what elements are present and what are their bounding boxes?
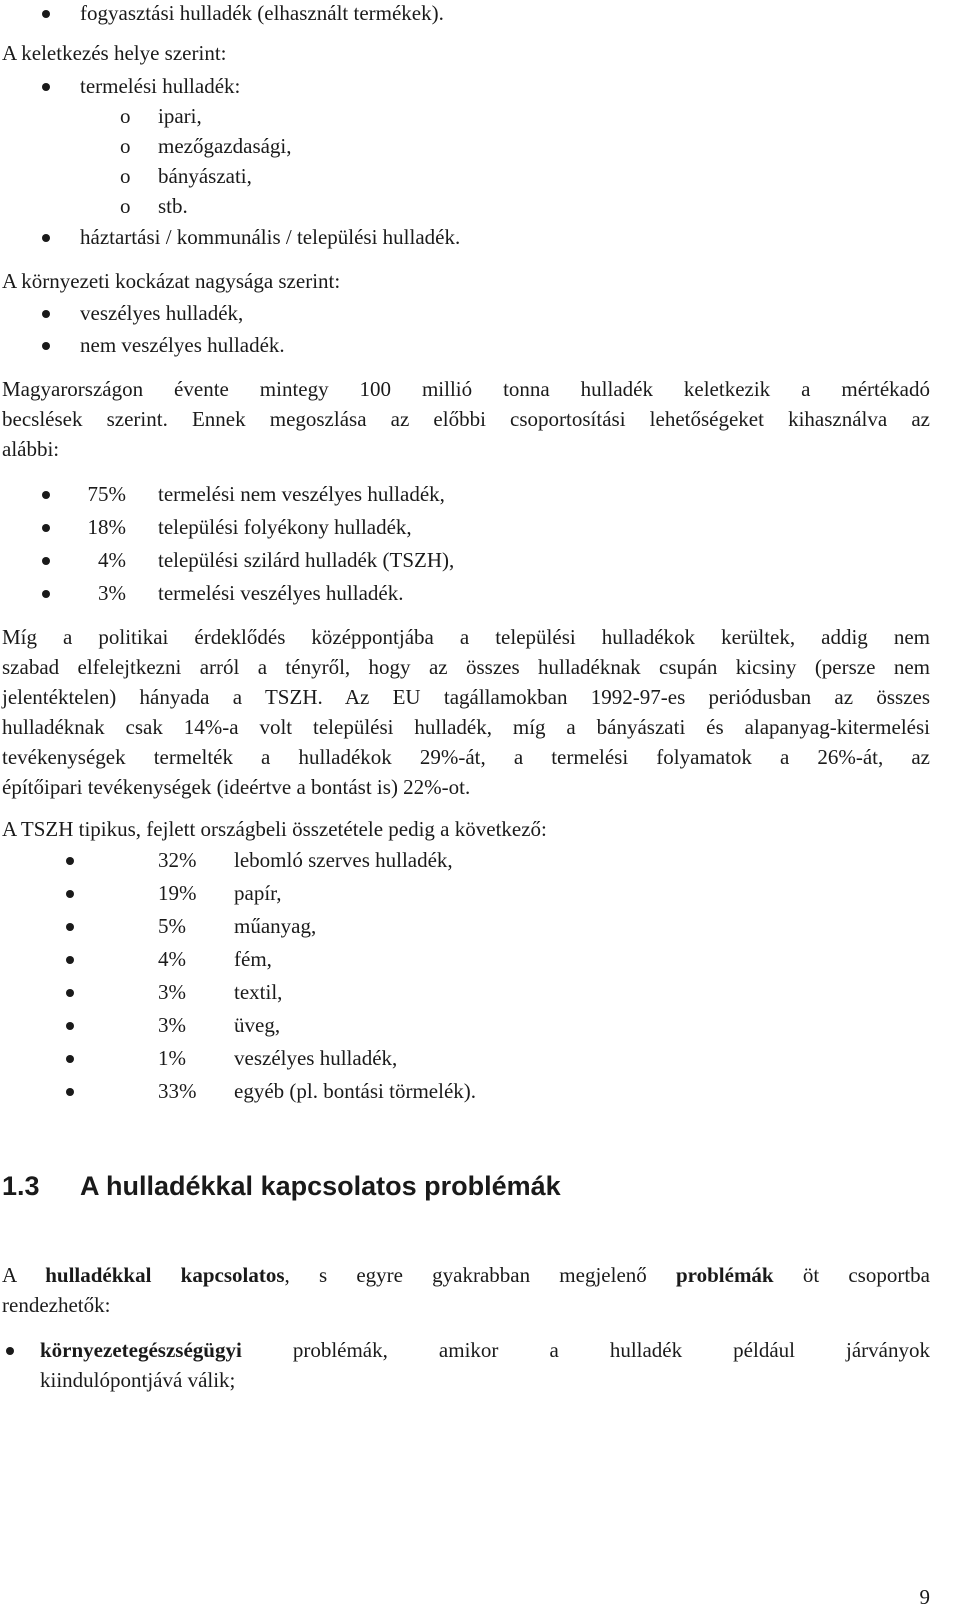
percent-value: 18% bbox=[87, 515, 126, 539]
paragraph-line: jelentéktelen) hányada a TSZH. Az EU tagállamokban 1992-97-es periódusban az összes bbox=[2, 685, 930, 709]
list-item-label: műanyag, bbox=[234, 914, 317, 938]
paragraph bbox=[2, 1260, 930, 1320]
text-run: A bbox=[2, 1263, 17, 1287]
bullet bbox=[42, 10, 50, 18]
sub-list-item: mezőgazdasági, bbox=[158, 134, 292, 158]
sub-list-item: bányászati, bbox=[158, 164, 252, 188]
section-title: A hulladékkal kapcsolatos problémák bbox=[80, 1171, 561, 1201]
list-item: veszélyes hulladék, bbox=[80, 301, 244, 325]
list-item-label: fém, bbox=[234, 947, 272, 971]
bullet bbox=[42, 557, 50, 565]
list-item: háztartási / kommunális / települési hulladék. bbox=[80, 225, 461, 249]
list-item-label: textil, bbox=[234, 980, 283, 1004]
paragraph bbox=[2, 622, 930, 802]
list-item-label: lebomló szerves hulladék, bbox=[234, 848, 453, 872]
bullet bbox=[42, 524, 50, 532]
sub-bullet: o bbox=[120, 164, 131, 188]
bullet bbox=[42, 234, 50, 242]
bullet bbox=[66, 956, 74, 964]
section-number: 1.3 bbox=[2, 1171, 40, 1201]
paragraph-line: tevékenységek termelték a hulladékok 29%-át, a termelési folyamatok a 26%-át, az bbox=[2, 745, 930, 769]
bold-text: hulladékkal kapcsolatos bbox=[45, 1263, 285, 1287]
sub-list-item: ipari, bbox=[158, 104, 202, 128]
bullet bbox=[66, 989, 74, 997]
paragraph-line bbox=[40, 1335, 930, 1365]
sub-bullet: o bbox=[120, 194, 131, 218]
bullet bbox=[66, 1055, 74, 1063]
page-number: 9 bbox=[919, 1585, 930, 1609]
list-item: nem veszélyes hulladék. bbox=[80, 333, 285, 357]
paragraph-line: becslések szerint. Ennek megoszlása az előbbi csoportosítási lehetőségeket kihasználva az bbox=[2, 407, 930, 431]
section-heading bbox=[2, 1168, 561, 1204]
list-item-label: termelési veszélyes hulladék. bbox=[158, 581, 404, 605]
paragraph bbox=[2, 374, 930, 464]
list-item: termelési hulladék: bbox=[80, 74, 241, 98]
text-run: öt csoportba bbox=[802, 1263, 931, 1287]
list-item-label: papír, bbox=[234, 881, 282, 905]
bold-text: környezetegészségügyi bbox=[40, 1338, 242, 1362]
percent-value: 3% bbox=[98, 581, 126, 605]
sub-list-item: stb. bbox=[158, 194, 188, 218]
paragraph-line: hulladéknak csak 14%-a volt települési hulladék, míg a bányászati és alapanyag-kitermelési bbox=[2, 715, 930, 739]
bullet bbox=[42, 342, 50, 350]
paragraph-line: Magyarországon évente mintegy 100 millió tonna hulladék keletkezik a mértékadó bbox=[2, 377, 930, 401]
section-intro: A környezeti kockázat nagysága szerint: bbox=[2, 269, 341, 293]
percent-value: 1% bbox=[158, 1046, 186, 1070]
list-item-label: egyéb (pl. bontási törmelék). bbox=[234, 1079, 477, 1103]
paragraph-line: kiindulópontjává válik; bbox=[40, 1368, 236, 1392]
percent-value: 33% bbox=[158, 1079, 197, 1103]
percent-value: 5% bbox=[158, 914, 186, 938]
text-run: , s egyre gyakrabban megjelenő bbox=[284, 1263, 647, 1287]
bold-text: problémák bbox=[675, 1263, 774, 1287]
list-item: fogyasztási hulladék (elhasznált termékek). bbox=[80, 1, 444, 25]
paragraph-line: alábbi: bbox=[2, 437, 60, 461]
percent-value: 19% bbox=[158, 881, 197, 905]
bullet bbox=[66, 890, 74, 898]
list-item-label: termelési nem veszélyes hulladék, bbox=[158, 482, 445, 506]
bullet bbox=[66, 1088, 74, 1096]
list-item-label: üveg, bbox=[234, 1013, 281, 1037]
percent-value: 75% bbox=[87, 482, 126, 506]
percent-value: 4% bbox=[98, 548, 126, 572]
paragraph-line: Míg a politikai érdeklődés középpontjába a települési hulladékok kerültek, addig nem bbox=[2, 625, 930, 649]
list-item bbox=[40, 1335, 930, 1395]
percent-value: 3% bbox=[158, 1013, 186, 1037]
bullet bbox=[42, 310, 50, 318]
list-item-label: települési folyékony hulladék, bbox=[158, 515, 412, 539]
list-item-label: veszélyes hulladék, bbox=[234, 1046, 398, 1070]
section-intro: A keletkezés helye szerint: bbox=[2, 41, 227, 65]
percent-value: 3% bbox=[158, 980, 186, 1004]
paragraph-line bbox=[2, 1260, 930, 1290]
percent-value: 4% bbox=[158, 947, 186, 971]
text-run: problémák, amikor a hulladék például járványok bbox=[241, 1338, 930, 1362]
paragraph-line: szabad elfelejtkezni arról a tényről, hogy az összes hulladéknak csupán kicsiny (persze nem bbox=[2, 655, 930, 679]
bullet bbox=[42, 590, 50, 598]
section-intro: A TSZH tipikus, fejlett országbeli összetétele pedig a következő: bbox=[2, 817, 547, 841]
bullet bbox=[66, 1022, 74, 1030]
bullet bbox=[42, 83, 50, 91]
sub-bullet: o bbox=[120, 104, 131, 128]
percent-value: 32% bbox=[158, 848, 197, 872]
bullet bbox=[42, 491, 50, 499]
bullet bbox=[6, 1347, 14, 1355]
bullet bbox=[66, 923, 74, 931]
paragraph-line: rendezhetők: bbox=[2, 1293, 111, 1317]
list-item-label: települési szilárd hulladék (TSZH), bbox=[158, 548, 455, 572]
sub-bullet: o bbox=[120, 134, 131, 158]
paragraph-line: építőipari tevékenységek (ideértve a bontást is) 22%-ot. bbox=[2, 775, 471, 799]
bullet bbox=[66, 857, 74, 865]
